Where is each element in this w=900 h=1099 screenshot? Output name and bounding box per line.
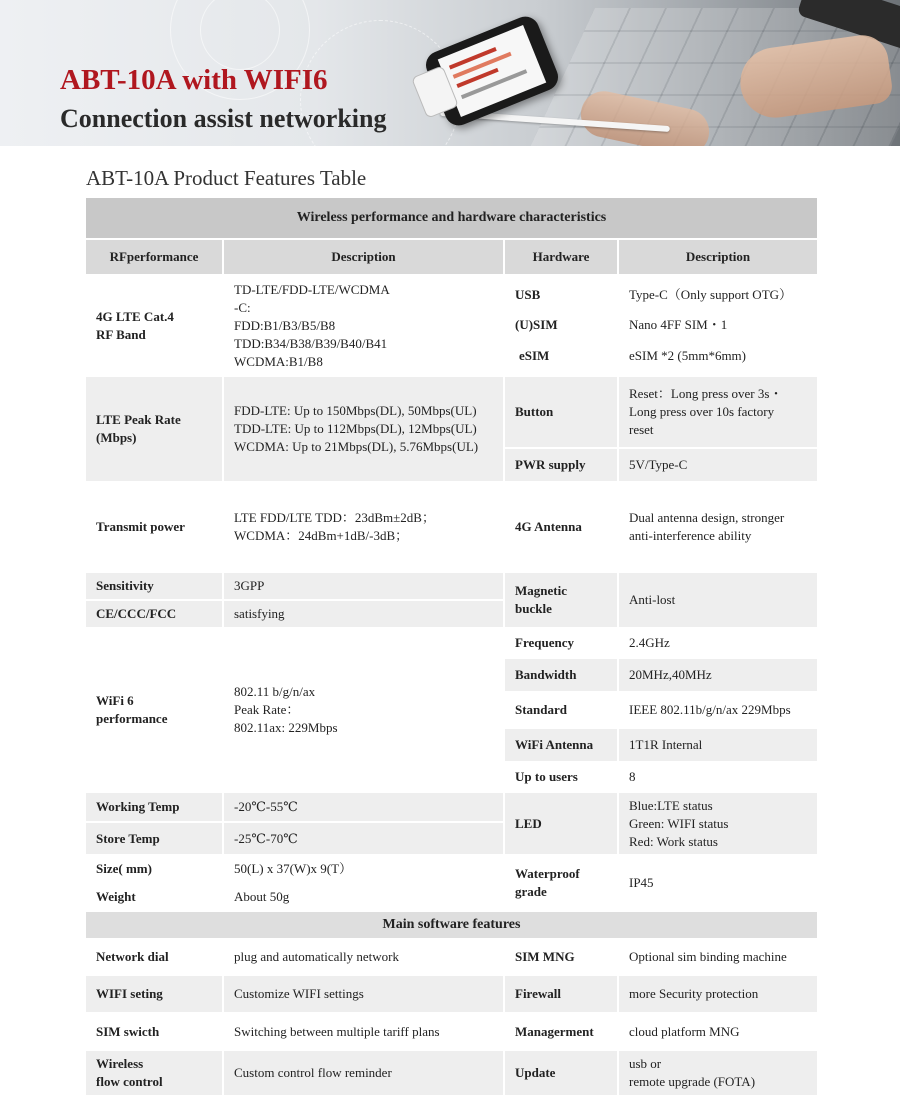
spec-label-cert: CE/CCC/FCC <box>86 601 222 629</box>
sw-label: Network dial <box>86 940 222 976</box>
sw-value: Optional sim binding machine <box>617 940 817 976</box>
spec-label-standard: Standard <box>503 693 617 729</box>
spec-value-users: 8 <box>617 763 817 793</box>
spec-label-esim: eSIM <box>519 347 550 363</box>
spec-label-work-temp: Working Temp <box>86 793 222 823</box>
spec-value-standard: IEEE 802.11b/g/n/ax 229Mbps <box>617 693 817 729</box>
column-header: Description <box>222 240 503 276</box>
page-title: ABT-10A Product Features Table <box>86 166 367 190</box>
banner-title: ABT-10A with WIFI6 <box>60 64 328 96</box>
sw-value: Customize WIFI settings <box>222 976 503 1014</box>
sw-label-update: Update <box>503 1051 617 1097</box>
banner-subtitle: Connection assist networking <box>60 104 387 133</box>
spec-value-store-temp: -25℃-70℃ <box>222 823 503 856</box>
spec-label-users: Up to users <box>503 763 617 793</box>
spec-value-magnetic: Anti-lost <box>617 573 817 629</box>
spec-label-weight: Weight <box>86 884 222 912</box>
spec-value-size: 50(L) x 37(W)x 9(T） <box>222 856 503 884</box>
column-header: Description <box>617 240 817 276</box>
spec-value-wifi-antenna: 1T1R Internal <box>617 729 817 763</box>
spec-label-waterproof: Waterproof grade <box>503 856 617 912</box>
sw-label-flow: Wireless flow control <box>86 1051 222 1097</box>
spec-label-store-temp: Store Temp <box>86 823 222 856</box>
sw-label: SIM swicth <box>86 1014 222 1051</box>
spec-value-frequency: 2.4GHz <box>617 629 817 659</box>
section-band-software: Main software features <box>86 912 817 940</box>
spec-label-antenna: 4G Antenna <box>503 483 617 573</box>
spec-value-bandwidth: 20MHz,40MHz <box>617 659 817 693</box>
spec-label-magnetic: Magnetic buckle <box>503 573 617 629</box>
spec-label-frequency: Frequency <box>503 629 617 659</box>
sw-value: plug and automatically network <box>222 940 503 976</box>
spec-value-wifi: 802.11 b/g/n/ax Peak Rate： 802.11ax: 229Mbps <box>222 629 503 793</box>
spec-label-usim: (U)SIM <box>515 317 558 333</box>
spec-value-work-temp: -20℃-55℃ <box>222 793 503 823</box>
spec-value-led: Blue:LTE status Green: WIFI status Red: Work status <box>617 793 817 856</box>
spec-value-waterproof: IP45 <box>617 856 817 912</box>
sw-value-flow: Custom control flow reminder <box>222 1051 503 1097</box>
header-banner <box>0 0 900 146</box>
spec-value-lte-band: TD-LTE/FDD-LTE/WCDMA -C: FDD:B1/B3/B5/B8 TDD:B34/B38/B39/B40/B41 WCDMA:B1/B8 <box>222 276 503 377</box>
spec-value-button: Reset：Long press over 3s・ Long press over 10s factory reset <box>617 377 817 449</box>
spec-label-usb: USB <box>515 287 541 303</box>
spec-label-lte-band: 4G LTE Cat.4 RF Band <box>86 276 222 377</box>
sw-label: Firewall <box>503 976 617 1014</box>
spec-label-wifi-antenna: WiFi Antenna <box>503 729 617 763</box>
spec-label-usb-sim <box>503 276 617 377</box>
section-band-hardware: Wireless performance and hardware characteristics <box>86 198 817 240</box>
spec-label-wifi: WiFi 6 performance <box>86 629 222 793</box>
spec-label-button: Button <box>503 377 617 449</box>
spec-label-tx-power: Transmit power <box>86 483 222 573</box>
spec-value-sensitivity: 3GPP <box>222 573 503 601</box>
spec-value-cert: satisfying <box>222 601 503 629</box>
features-table <box>86 198 817 1097</box>
spec-label-led: LED <box>503 793 617 856</box>
spec-value-antenna: Dual antenna design, stronger anti-interference ability <box>617 483 817 573</box>
spec-label-bandwidth: Bandwidth <box>503 659 617 693</box>
spec-value-lte-rate: FDD-LTE: Up to 150Mbps(DL), 50Mbps(UL) TDD-LTE: Up to 112Mbps(DL), 12Mbps(UL) WCDMA: Up to 21Mbps(DL), 5.76Mbps(UL) <box>222 377 503 483</box>
spec-label-size: Size( mm) <box>86 856 222 884</box>
spec-label-sensitivity: Sensitivity <box>86 573 222 601</box>
spec-value-esim: eSIM *2 (5mm*6mm) <box>629 347 746 363</box>
sw-value: more Security protection <box>617 976 817 1014</box>
sw-label: SIM MNG <box>503 940 617 976</box>
spec-value-usb-sim <box>617 276 817 377</box>
column-header: RFperformance <box>86 240 222 276</box>
spec-value-pwr: 5V/Type-C <box>617 449 817 483</box>
sw-value-update: usb or remote upgrade (FOTA) <box>617 1051 817 1097</box>
sw-label: Managerment <box>503 1014 617 1051</box>
sw-value: Switching between multiple tariff plans <box>222 1014 503 1051</box>
spec-label-pwr: PWR supply <box>503 449 617 483</box>
column-header: Hardware <box>503 240 617 276</box>
spec-value-usim: Nano 4FF SIM・1 <box>629 317 728 333</box>
sw-value: cloud platform MNG <box>617 1014 817 1051</box>
spec-value-usb: Type-C（Only support OTG） <box>629 287 793 303</box>
spec-label-lte-rate: LTE Peak Rate (Mbps) <box>86 377 222 483</box>
spec-value-tx-power: LTE FDD/LTE TDD：23dBm±2dB； WCDMA：24dBm+1dB/-3dB； <box>222 483 503 573</box>
sw-label: WIFI seting <box>86 976 222 1014</box>
spec-value-weight: About 50g <box>222 884 503 912</box>
